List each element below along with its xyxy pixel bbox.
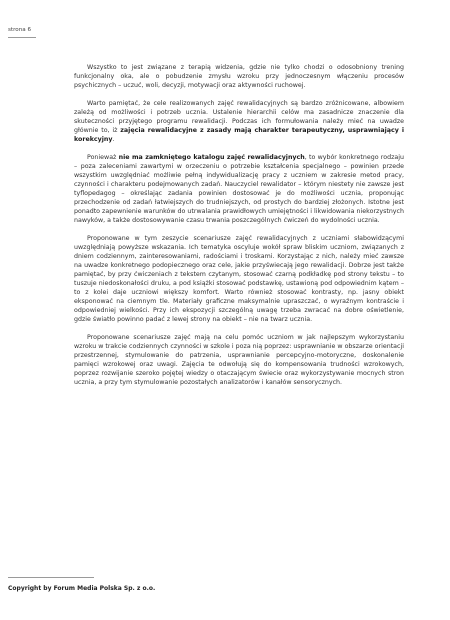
paragraph-3-lead: Ponieważ [87, 154, 119, 161]
paragraph-2-emphasis: zajęcia rewalidacyjne z zasady mają charakter terapeutyczny, usprawniający i korekcyjny [74, 127, 404, 143]
paragraph-2 [74, 99, 404, 144]
paragraph-3-emphasis: nie ma zamkniętego katalogu zajęć rewalidacyjnych [118, 154, 305, 161]
footer-divider [8, 577, 94, 578]
page-number-label: strona 6 [8, 27, 32, 33]
copyright-notice: Copyright by Forum Media Polska Sp. z o.o. [8, 585, 156, 592]
main-text-column [74, 63, 404, 396]
paragraph-2-end: . [112, 136, 115, 143]
paragraph-2-text: Warto pamiętać, że cele realizowanych zajęć rewalidacyjnych są bardzo zróżnicowane, albowiem zależą od możliwości i potrzeb ucznia. Ustalenie hierarchii celów ma zasadnicze znaczenie dla skuteczności przyjętego programu rewalidacji. Podczas ich formułowania należy mieć na uwadze głównie to, iż [74, 100, 404, 134]
header-divider [8, 37, 36, 38]
paragraph-3-text: , to wybór konkretnego rodzaju – poza zaleceniami zawartymi w orzeczeniu o potrzebie kształcenia specjalnego – powinien przede wszystkim uwzględniać możliwie pełną indywidualizację pracy z uczniem w zakresie metod pracy, czynności i charakteru podejmowanych zadań. Nauczyciel rewalidator – którym niestety nie zawsze jest tyflopedagog – określając zadania powinien dostosować je do możliwości ucznia, proponując przechodzenie od zadań łatwiejszych do trudniejszych, od prostych do bardziej złożonych. Istotne jest ponadto zapewnienie warunków do utrwalania prawidłowych umiejętności i likwidowania niekorzystnych nawyków, a także dostosowywanie czasu trwania poszczególnych ćwiczeń do wydolności ucznia. [74, 154, 405, 224]
paragraph-1: Wszystko to jest związane z terapią widzenia, gdzie nie tylko chodzi o odosobniony trening funkcjonalny oka, ale o pobudzenie zmysłu wzroku przy jednoczesnym włączeniu procesów psychicznych – uczuć, woli, decyzji, motywacji oraz aktywności ruchowej. [74, 64, 404, 89]
paragraph-3 [74, 153, 404, 225]
paragraph-5: Proponowane scenariusze zajęć mają na celu pomóc uczniom w jak najlepszym wykorzystaniu wzroku w trakcie codziennych czynności w szkole i poza nią poprzez: usprawnianie w obszarze orientacji przestrzennej, stymulowanie do patrzenia, usprawnianie percepcyjno-motoryczne, doskonalenie pamięci wzrokowej oraz uwagi. Zajęcia te odwołują się do kompensowania trudności wzrokowych, poprzez rozwijanie szeroko pojętej wiedzy o otaczającym świecie oraz wykorzystywanie mocnych stron ucznia, a przy tym stymulowanie pozostałych analizatorów i kanałów sensorycznych. [74, 334, 404, 386]
paragraph-4: Proponowane w tym zeszycie scenariusze zajęć rewalidacyjnych z uczniami słabowidzącymi uwzględniają powyższe wskazania. Ich tematyka oscyluje wokół spraw bliskim uczniom, związanych z dniem codziennym, zainteresowaniami, radościami i troskami. Korzystając z nich, należy mieć zawsze na uwadze konkretnego podopiecznego oraz cele, jakie przyświecają jego rewalidacji. Dobrze jest także pamiętać, by przy ćwiczeniach z tekstem czytanym, stosować czarną podkładkę pod strony tekstu – to tuszuje niedoskonałości druku, a pod książki stosować podstawkę, ustawioną pod odpowiednim kątem – to z kolei daje uczniowi większy komfort. Warto również stosować kontrasty, np. jasny obiekt eksponować na ciemnym tle. Materiały graficzne maksymalnie upraszczać, o wyraźnym kontraście i odpowiedniej wielkości. Przy ich ekspozycji szczególną uwagę trzeba zwracać na dobre oświetlenie, gdzie światło powinno padać z lewej strony na obiekt – nie na twarz ucznia. [74, 235, 404, 323]
